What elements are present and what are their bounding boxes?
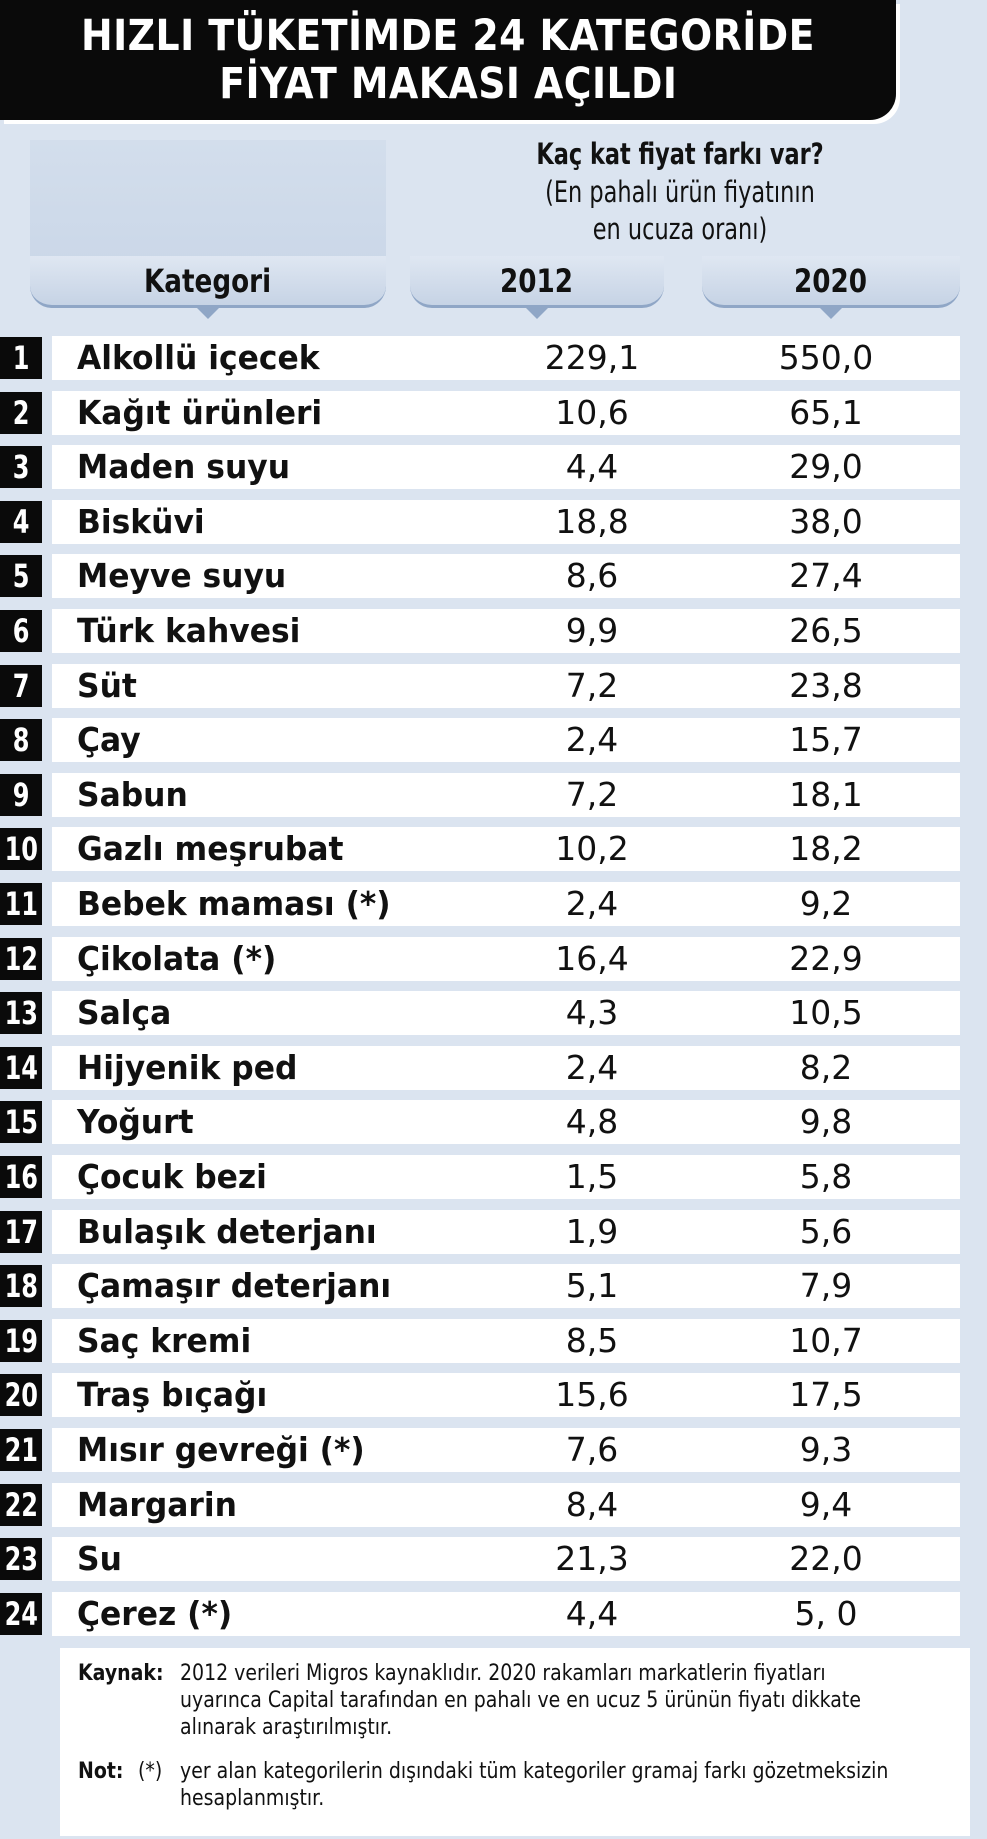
- rank-number: 6: [12, 612, 30, 650]
- value-2020-cell: 5,8: [799, 1157, 853, 1196]
- value-2020-cell: 10,5: [789, 993, 863, 1033]
- rank-number: 9: [12, 775, 30, 814]
- value-2020-cell: 22,0: [789, 1539, 863, 1579]
- table-row: [0, 664, 960, 708]
- table-row: [0, 1373, 960, 1417]
- value-2020-cell: 18,1: [789, 774, 863, 814]
- rank-badge: [0, 1211, 42, 1253]
- category-cell: Alkollü içecek: [77, 338, 320, 377]
- category-cell: Çerez (*): [77, 1593, 233, 1633]
- value-2012-cell: 8,4: [565, 1484, 619, 1524]
- rank-badge: [0, 337, 42, 379]
- footer-notes: [60, 1648, 970, 1836]
- rank-number: 1: [12, 339, 30, 377]
- rank-badge: [0, 1429, 42, 1471]
- rank-number: 19: [4, 1321, 38, 1360]
- rank-number: 20: [4, 1376, 38, 1415]
- table-row: [0, 1483, 960, 1527]
- source-line-2: uyarınca Capital tarafından en pahalı ve en ucuz 5 ürünün fiyatı dikkate: [180, 1688, 861, 1713]
- rank-number: 13: [4, 994, 38, 1033]
- rank-number: 17: [4, 1212, 38, 1251]
- value-2020-cell: 15,7: [789, 720, 863, 760]
- category-cell: Maden suyu: [77, 447, 291, 487]
- rank-number: 14: [4, 1048, 38, 1087]
- category-cell: Yoğurt: [77, 1102, 194, 1142]
- table-row: [0, 1100, 960, 1144]
- rank-badge: [0, 446, 42, 488]
- value-2012-cell: 7,2: [565, 774, 619, 814]
- rank-badge: [0, 1593, 42, 1635]
- table-row: [0, 1155, 960, 1199]
- rank-badge: [0, 1101, 42, 1143]
- rank-number: 24: [4, 1594, 38, 1633]
- rank-badge: [0, 883, 42, 925]
- value-2020-cell: 22,9: [789, 938, 863, 978]
- rank-badge: [0, 392, 42, 434]
- rank-number: 5: [12, 557, 30, 596]
- category-cell: Meyve suyu: [77, 556, 287, 596]
- value-2020-cell: 9,3: [799, 1430, 853, 1469]
- header-question: Kaç kat fiyat farkı var?: [536, 137, 824, 171]
- value-2012-cell: 8,5: [565, 1320, 619, 1360]
- rank-number: 8: [12, 721, 30, 760]
- table-row: [0, 554, 960, 598]
- rank-badge: [0, 1538, 42, 1580]
- rank-number: 12: [4, 939, 38, 978]
- table-row: [0, 336, 960, 380]
- rank-number: 11: [4, 885, 38, 923]
- table-row: [0, 1592, 960, 1636]
- column-header-2020: [702, 256, 960, 308]
- rank-number: 21: [4, 1431, 38, 1469]
- rank-badge: [0, 1156, 42, 1198]
- rank-number: 2: [12, 393, 30, 432]
- category-cell: Çay: [77, 720, 141, 760]
- value-2012-cell: 16,4: [555, 938, 629, 978]
- value-2020-cell: 9,2: [799, 884, 853, 923]
- value-2020-cell: 5, 0: [794, 1593, 858, 1633]
- category-cell: Bulaşık deterjanı: [77, 1211, 377, 1251]
- title-line-1: HIZLI TÜKETİMDE 24 KATEGORİDE: [81, 11, 815, 61]
- header-subtitle-1: (En pahalı ürün fiyatının: [545, 175, 815, 209]
- rank-badge: [0, 555, 42, 597]
- category-cell: Kağıt ürünleri: [77, 392, 323, 432]
- rank-number: 22: [4, 1485, 38, 1524]
- table-row: [0, 882, 960, 926]
- column-header-category-label: Kategori: [144, 261, 272, 300]
- value-2012-cell: 10,2: [555, 829, 629, 869]
- value-2012-cell: 9,9: [565, 611, 619, 650]
- value-2012-cell: 1,5: [565, 1157, 619, 1196]
- rank-badge: [0, 992, 42, 1034]
- column-header-notch: [525, 307, 549, 319]
- rank-number: 23: [4, 1540, 38, 1579]
- column-header-category: [30, 256, 386, 308]
- rank-badge: [0, 774, 42, 816]
- value-2020-cell: 29,0: [789, 447, 863, 487]
- rank-badge: [0, 1374, 42, 1416]
- category-cell: Hijyenik ped: [77, 1047, 298, 1087]
- note-line-1: yer alan kategorilerin dışındaki tüm kategoriler gramaj farkı gözetmeksizin: [180, 1759, 889, 1784]
- table-row: [0, 1210, 960, 1254]
- value-2012-cell: 2,4: [565, 720, 619, 760]
- value-2012-cell: 2,4: [565, 1047, 619, 1087]
- value-2012-cell: 8,6: [565, 556, 619, 596]
- rank-number: 4: [12, 502, 30, 541]
- rank-badge: [0, 1047, 42, 1089]
- table-row: [0, 991, 960, 1035]
- table-row: [0, 718, 960, 762]
- title-line-2: FİYAT MAKASI AÇILDI: [218, 59, 678, 109]
- header-subtitle-2: en ucuza oranı): [592, 212, 768, 246]
- category-cell: Çikolata (*): [77, 938, 277, 978]
- value-2012-cell: 4,4: [565, 447, 619, 487]
- value-2020-cell: 9,8: [799, 1102, 853, 1142]
- rank-badge: [0, 501, 42, 543]
- table-row: [0, 1428, 960, 1472]
- table-row: [0, 391, 960, 435]
- value-2020-cell: 65,1: [789, 392, 863, 432]
- value-2020-cell: 550,0: [778, 338, 874, 377]
- category-cell: Saç kremi: [77, 1320, 252, 1360]
- value-2020-cell: 9,4: [799, 1484, 853, 1524]
- value-2012-cell: 229,1: [544, 338, 640, 377]
- category-cell: Süt: [77, 665, 137, 705]
- source-line-1: 2012 verileri Migros kaynaklıdır. 2020 rakamları markatlerin fiyatları: [180, 1661, 826, 1686]
- value-2012-cell: 1,9: [565, 1211, 619, 1251]
- rank-number: 15: [4, 1103, 38, 1142]
- rank-number: 16: [4, 1158, 38, 1196]
- category-cell: Su: [77, 1539, 122, 1579]
- title-banner: [0, 0, 896, 120]
- value-2012-cell: 7,2: [565, 665, 619, 705]
- rank-badge: [0, 1320, 42, 1362]
- value-2020-cell: 8,2: [799, 1047, 853, 1087]
- source-line-3: alınarak araştırılmıştır.: [180, 1715, 393, 1740]
- value-2020-cell: 23,8: [789, 665, 863, 705]
- rank-badge: [0, 610, 42, 652]
- category-cell: Çamaşır deterjanı: [77, 1266, 392, 1306]
- table-row: [0, 1264, 960, 1308]
- value-2020-cell: 26,5: [789, 611, 863, 650]
- column-header-notch: [196, 307, 220, 319]
- rank-badge: [0, 665, 42, 707]
- value-2020-cell: 10,7: [789, 1320, 863, 1360]
- value-2012-cell: 5,1: [565, 1266, 619, 1306]
- value-2012-cell: 15,6: [555, 1375, 629, 1415]
- column-header-notch: [819, 307, 843, 319]
- table-row: [0, 937, 960, 981]
- note-label: Not:: [78, 1759, 124, 1784]
- value-2020-cell: 18,2: [789, 829, 863, 869]
- rank-badge: [0, 938, 42, 980]
- value-2012-cell: 4,3: [565, 993, 619, 1033]
- value-2020-cell: 5,6: [799, 1211, 853, 1251]
- table-row: [0, 1537, 960, 1581]
- value-2012-cell: 10,6: [555, 392, 629, 432]
- category-cell: Bisküvi: [77, 501, 205, 541]
- rank-badge: [0, 1265, 42, 1307]
- note-line-2: hesaplanmıştır.: [180, 1786, 325, 1811]
- note-marker: (*): [138, 1759, 163, 1784]
- category-cell: Mısır gevreği (*): [77, 1430, 365, 1469]
- value-2020-cell: 7,9: [799, 1266, 853, 1306]
- rank-badge: [0, 719, 42, 761]
- category-cell: Margarin: [77, 1484, 237, 1524]
- table-row: [0, 609, 960, 653]
- value-2012-cell: 2,4: [565, 884, 619, 923]
- category-cell: Sabun: [77, 774, 188, 814]
- category-cell: Türk kahvesi: [77, 611, 301, 650]
- value-2020-cell: 27,4: [789, 556, 863, 596]
- table-row: [0, 1046, 960, 1090]
- value-2020-cell: 38,0: [789, 501, 863, 541]
- table-row: [0, 827, 960, 871]
- category-cell: Salça: [77, 993, 172, 1033]
- value-2012-cell: 7,6: [565, 1430, 619, 1469]
- value-2012-cell: 21,3: [555, 1539, 629, 1579]
- rank-badge: [0, 828, 42, 870]
- table-row: [0, 773, 960, 817]
- column-header-2012-label: 2012: [500, 261, 574, 300]
- category-cell: Traş bıçağı: [77, 1375, 268, 1415]
- table-row: [0, 1319, 960, 1363]
- category-cell: Çocuk bezi: [77, 1157, 267, 1196]
- value-2012-cell: 4,8: [565, 1102, 619, 1142]
- rank-badge: [0, 1484, 42, 1526]
- source-label: Kaynak:: [78, 1661, 164, 1686]
- column-header-2012: [410, 256, 664, 308]
- rank-number: 18: [4, 1267, 38, 1306]
- rank-number: 3: [12, 448, 30, 487]
- category-cell: Bebek maması (*): [77, 884, 391, 923]
- value-2012-cell: 4,4: [565, 1593, 619, 1633]
- rank-number: 7: [12, 666, 30, 705]
- value-2012-cell: 18,8: [555, 501, 629, 541]
- table-row: [0, 445, 960, 489]
- rank-number: 10: [4, 830, 38, 869]
- column-header-2020-label: 2020: [794, 261, 868, 300]
- value-2020-cell: 17,5: [789, 1375, 863, 1415]
- table-row: [0, 500, 960, 544]
- category-cell: Gazlı meşrubat: [77, 829, 344, 869]
